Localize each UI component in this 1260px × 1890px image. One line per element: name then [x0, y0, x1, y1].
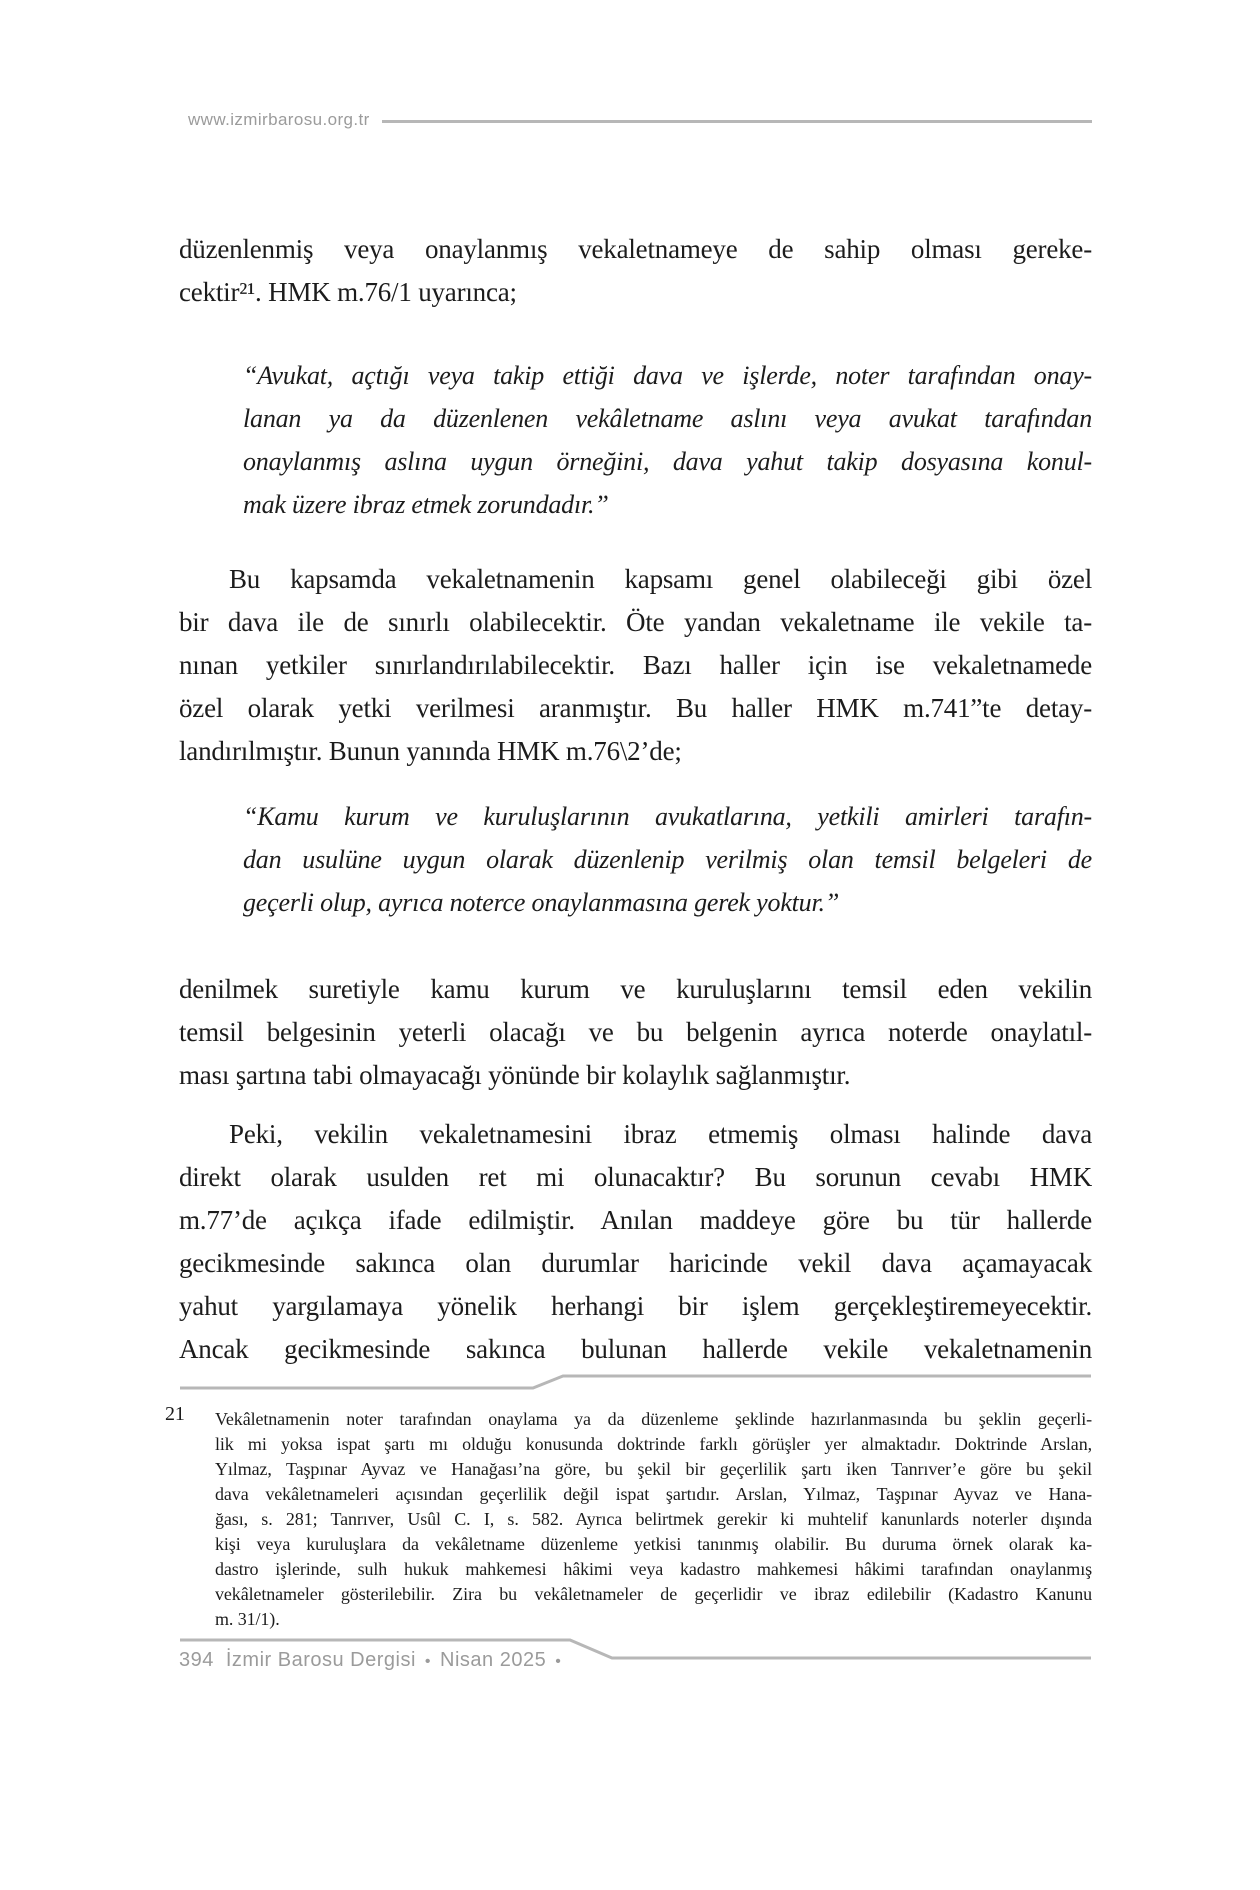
footnote [165, 1403, 1092, 1632]
journal-name: İzmir Barosu Dergisi [225, 1649, 416, 1671]
text-line: dastro işlerinde, sulh hukuk mahkemesi hâkimi veya kadastro mahkemesi hâkimi tarafından onaylanmış [215, 1559, 1092, 1579]
text-line: onaylanmış aslına uygun örneğini, dava yahut takip dosyasına konul- [243, 447, 1092, 476]
text-line: vekâletnameler gösterilebilir. Zira bu vekâletnameler de geçerlidir ve ibraz edilebilir (Kadastro Kanunu [215, 1584, 1092, 1604]
paragraph-public-institutions [179, 968, 1092, 1097]
text-line: “Kamu kurum ve kuruluşlarının avukatlarına, yetkili amirleri tarafın- [243, 802, 1092, 831]
text-line: m.77’de açıkça ifade edilmiştir. Anılan maddeye göre bu tür hallerde [179, 1205, 1092, 1235]
footer-text [179, 1649, 561, 1672]
text-line: Yılmaz, Taşpınar Ayvaz ve Hanağası’na göre, bu şekil bir geçerlilik şartı iken Tanrıver’e göre bu şekil [215, 1459, 1092, 1479]
header-url: www.izmirbarosu.org.tr [188, 110, 370, 129]
text-line: lik mi yoksa ispat şartı mı olduğu konusunda doktrinde farklı görüşler yer almaktadır. Doktrinde Arslan, [215, 1434, 1092, 1454]
text-line: Vekâletnamenin noter tarafından onaylama ya da düzenleme şeklinde hazırlanmasında bu şeklin geçerli- [215, 1409, 1092, 1429]
footnote-marker: 21 [165, 1403, 185, 1425]
paragraph-intro [179, 228, 1092, 314]
text-line: direkt olarak usulden ret mi olunacaktır? Bu sorunun cevabı HMK [179, 1162, 1092, 1192]
text-line: gecikmesinde sakınca olan durumlar haricinde vekil dava açamayacak [179, 1248, 1092, 1278]
blockquote-hmk-76-2 [243, 795, 1092, 924]
text-line: geçerli olup, ayrıca noterce onaylanmasına gerek yoktur.” [243, 888, 840, 917]
text-line: Ancak gecikmesinde sakınca bulunan hallerde vekile vekaletnamenin [179, 1334, 1092, 1364]
text-line: ması şartına tabi olmayacağı yönünde bir kolaylık sağlanmıştır. [179, 1060, 851, 1090]
footnote-divider-rule [179, 1373, 1092, 1393]
page-footer [179, 1638, 1092, 1708]
footnote-text [215, 1407, 1092, 1632]
page-number: 394 [179, 1649, 214, 1671]
text-line: ğası, s. 281; Tanrıver, Usûl C. I, s. 582. Ayrıca belirtmek gerekir ki muhtelif kanunlards noterler dışında [215, 1509, 1092, 1529]
text-line: Bu kapsamda vekaletnamenin kapsamı genel olabileceği gibi özel [229, 564, 1092, 594]
text-line: m. 31/1). [215, 1609, 280, 1629]
page-header [0, 0, 1260, 130]
text-line: düzenlenmiş veya onaylanmış vekaletnameye de sahip olması gereke- [179, 234, 1092, 264]
separator-dot: • [555, 1653, 562, 1670]
text-line: kişi veya kuruluşlara da vekâletname düzenleme yetkisi tanınmış olabilir. Bu duruma örnek olarak ka- [215, 1534, 1092, 1554]
text-line: “Avukat, açtığı veya takip ettiği dava ve işlerde, noter tarafından onay- [243, 361, 1092, 390]
text-line: denilmek suretiyle kamu kurum ve kuruluşlarını temsil eden vekilin [179, 974, 1092, 1004]
separator-dot: • [424, 1653, 432, 1670]
text-line: dan usulüne uygun olarak düzenlenip verilmiş olan temsil belgeleri de [243, 845, 1092, 874]
text-line: landırılmıştır. Bunun yanında HMK m.76\2’de; [179, 736, 682, 766]
header-rule [382, 120, 1092, 123]
text-line: bir dava ile de sınırlı olabilecektir. Öte yandan vekaletname ile vekile ta- [179, 607, 1092, 637]
text-line: lanan ya da düzenlenen vekâletname aslını veya avukat tarafından [243, 404, 1092, 433]
paragraph-hmk-77 [179, 1113, 1092, 1371]
text-line: cektir²¹. HMK m.76/1 uyarınca; [179, 277, 517, 307]
text-line: dava vekâletnameleri açısından geçerlilik değil ispat şartıdır. Arslan, Yılmaz, Taşpınar Ayvaz ve Hana- [215, 1484, 1092, 1504]
issue-date: Nisan 2025 [440, 1649, 547, 1671]
page-content [165, 228, 1092, 1708]
text-line: özel olarak yetki verilmesi aranmıştır. Bu haller HMK m.741”te detay- [179, 693, 1092, 723]
text-line: Peki, vekilin vekaletnamesini ibraz etmemiş olması halinde dava [229, 1119, 1092, 1149]
text-line: yahut yargılamaya yönelik herhangi bir işlem gerçekleştiremeyecektir. [179, 1291, 1092, 1321]
blockquote-hmk-76-1 [243, 354, 1092, 526]
text-line: temsil belgesinin yeterli olacağı ve bu belgenin ayrıca noterde onaylatıl- [179, 1017, 1092, 1047]
text-line: nınan yetkiler sınırlandırılabilecektir. Bazı haller için ise vekaletnamede [179, 650, 1092, 680]
text-line: mak üzere ibraz etmek zorundadır.” [243, 490, 609, 519]
paragraph-scope [179, 558, 1092, 773]
